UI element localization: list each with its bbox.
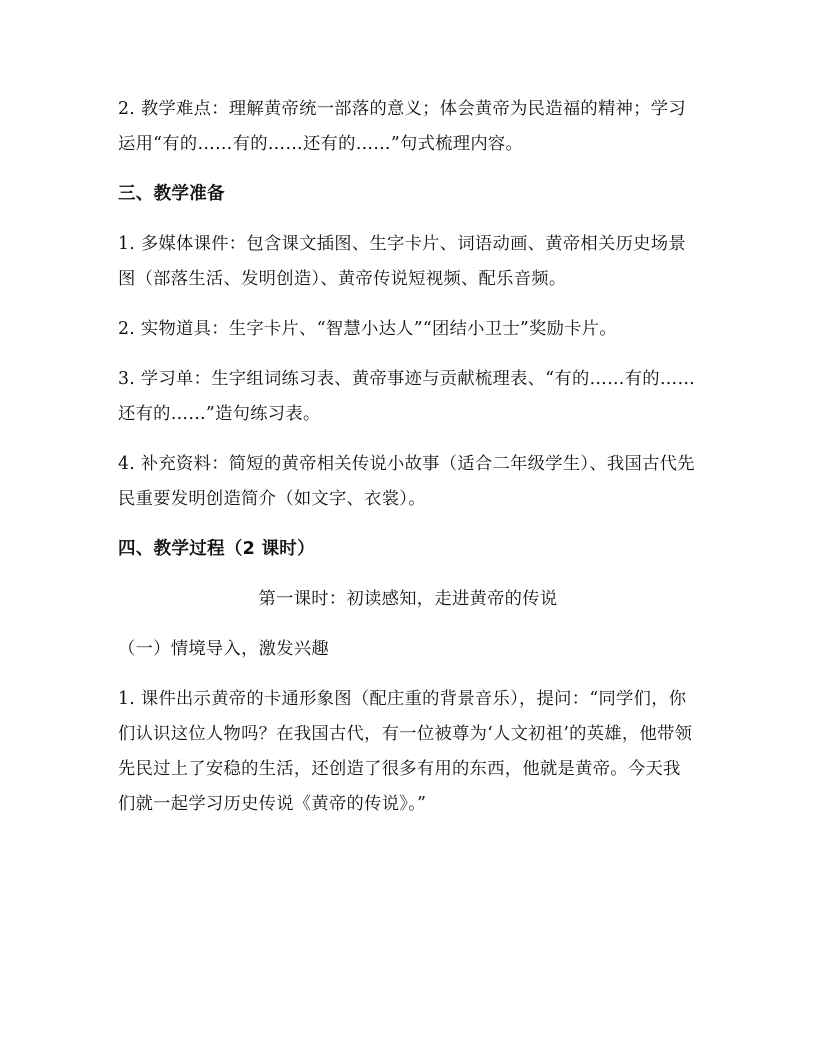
document-body <box>118 92 698 837</box>
section-3-heading: 三、教学准备 <box>118 184 225 204</box>
prep-item-3: 3. 学习单：生字组词练习表、黄帝事迹与贡献梳理表、“有的……有的……还有的……”造句练习表。 <box>118 369 696 424</box>
difficulty-item-2: 2. 教学难点：理解黄帝统一部落的意义；体会黄帝为民造福的精神；学习运用“有的……有的……还有的……”句式梳理内容。 <box>118 99 686 154</box>
prep-item-2: 2. 实物道具：生字卡片、“智慧小达人”“团结小卫士”奖励卡片。 <box>118 319 617 339</box>
section-4-heading: 四、教学过程（2 课时） <box>118 539 315 559</box>
prep-item-1: 1. 多媒体课件：包含课文插图、生字卡片、词语动画、黄帝相关历史场景图（部落生活、发明创造）、黄帝传说短视频、配乐音频。 <box>118 234 686 289</box>
step-1-item-1: 1. 课件出示黄帝的卡通形象图（配庄重的背景音乐），提问：“同学们，你们认识这位人物吗？在我国古代，有一位被尊为‘人文初祖’的英雄，他带领先民过上了安稳的生活，还创造了很多有用的东西，他就是黄帝。今天我们就一起学习历史传说《黄帝的传说》。” <box>118 689 693 814</box>
step-1-heading: （一）情境导入，激发兴趣 <box>118 639 329 659</box>
lesson-1-title: 第一课时：初读感知，走进黄帝的传说 <box>258 589 558 609</box>
prep-item-4: 4. 补充资料：简短的黄帝相关传说小故事（适合二年级学生）、我国古代先民重要发明创造简介（如文字、衣裳）。 <box>118 454 695 509</box>
